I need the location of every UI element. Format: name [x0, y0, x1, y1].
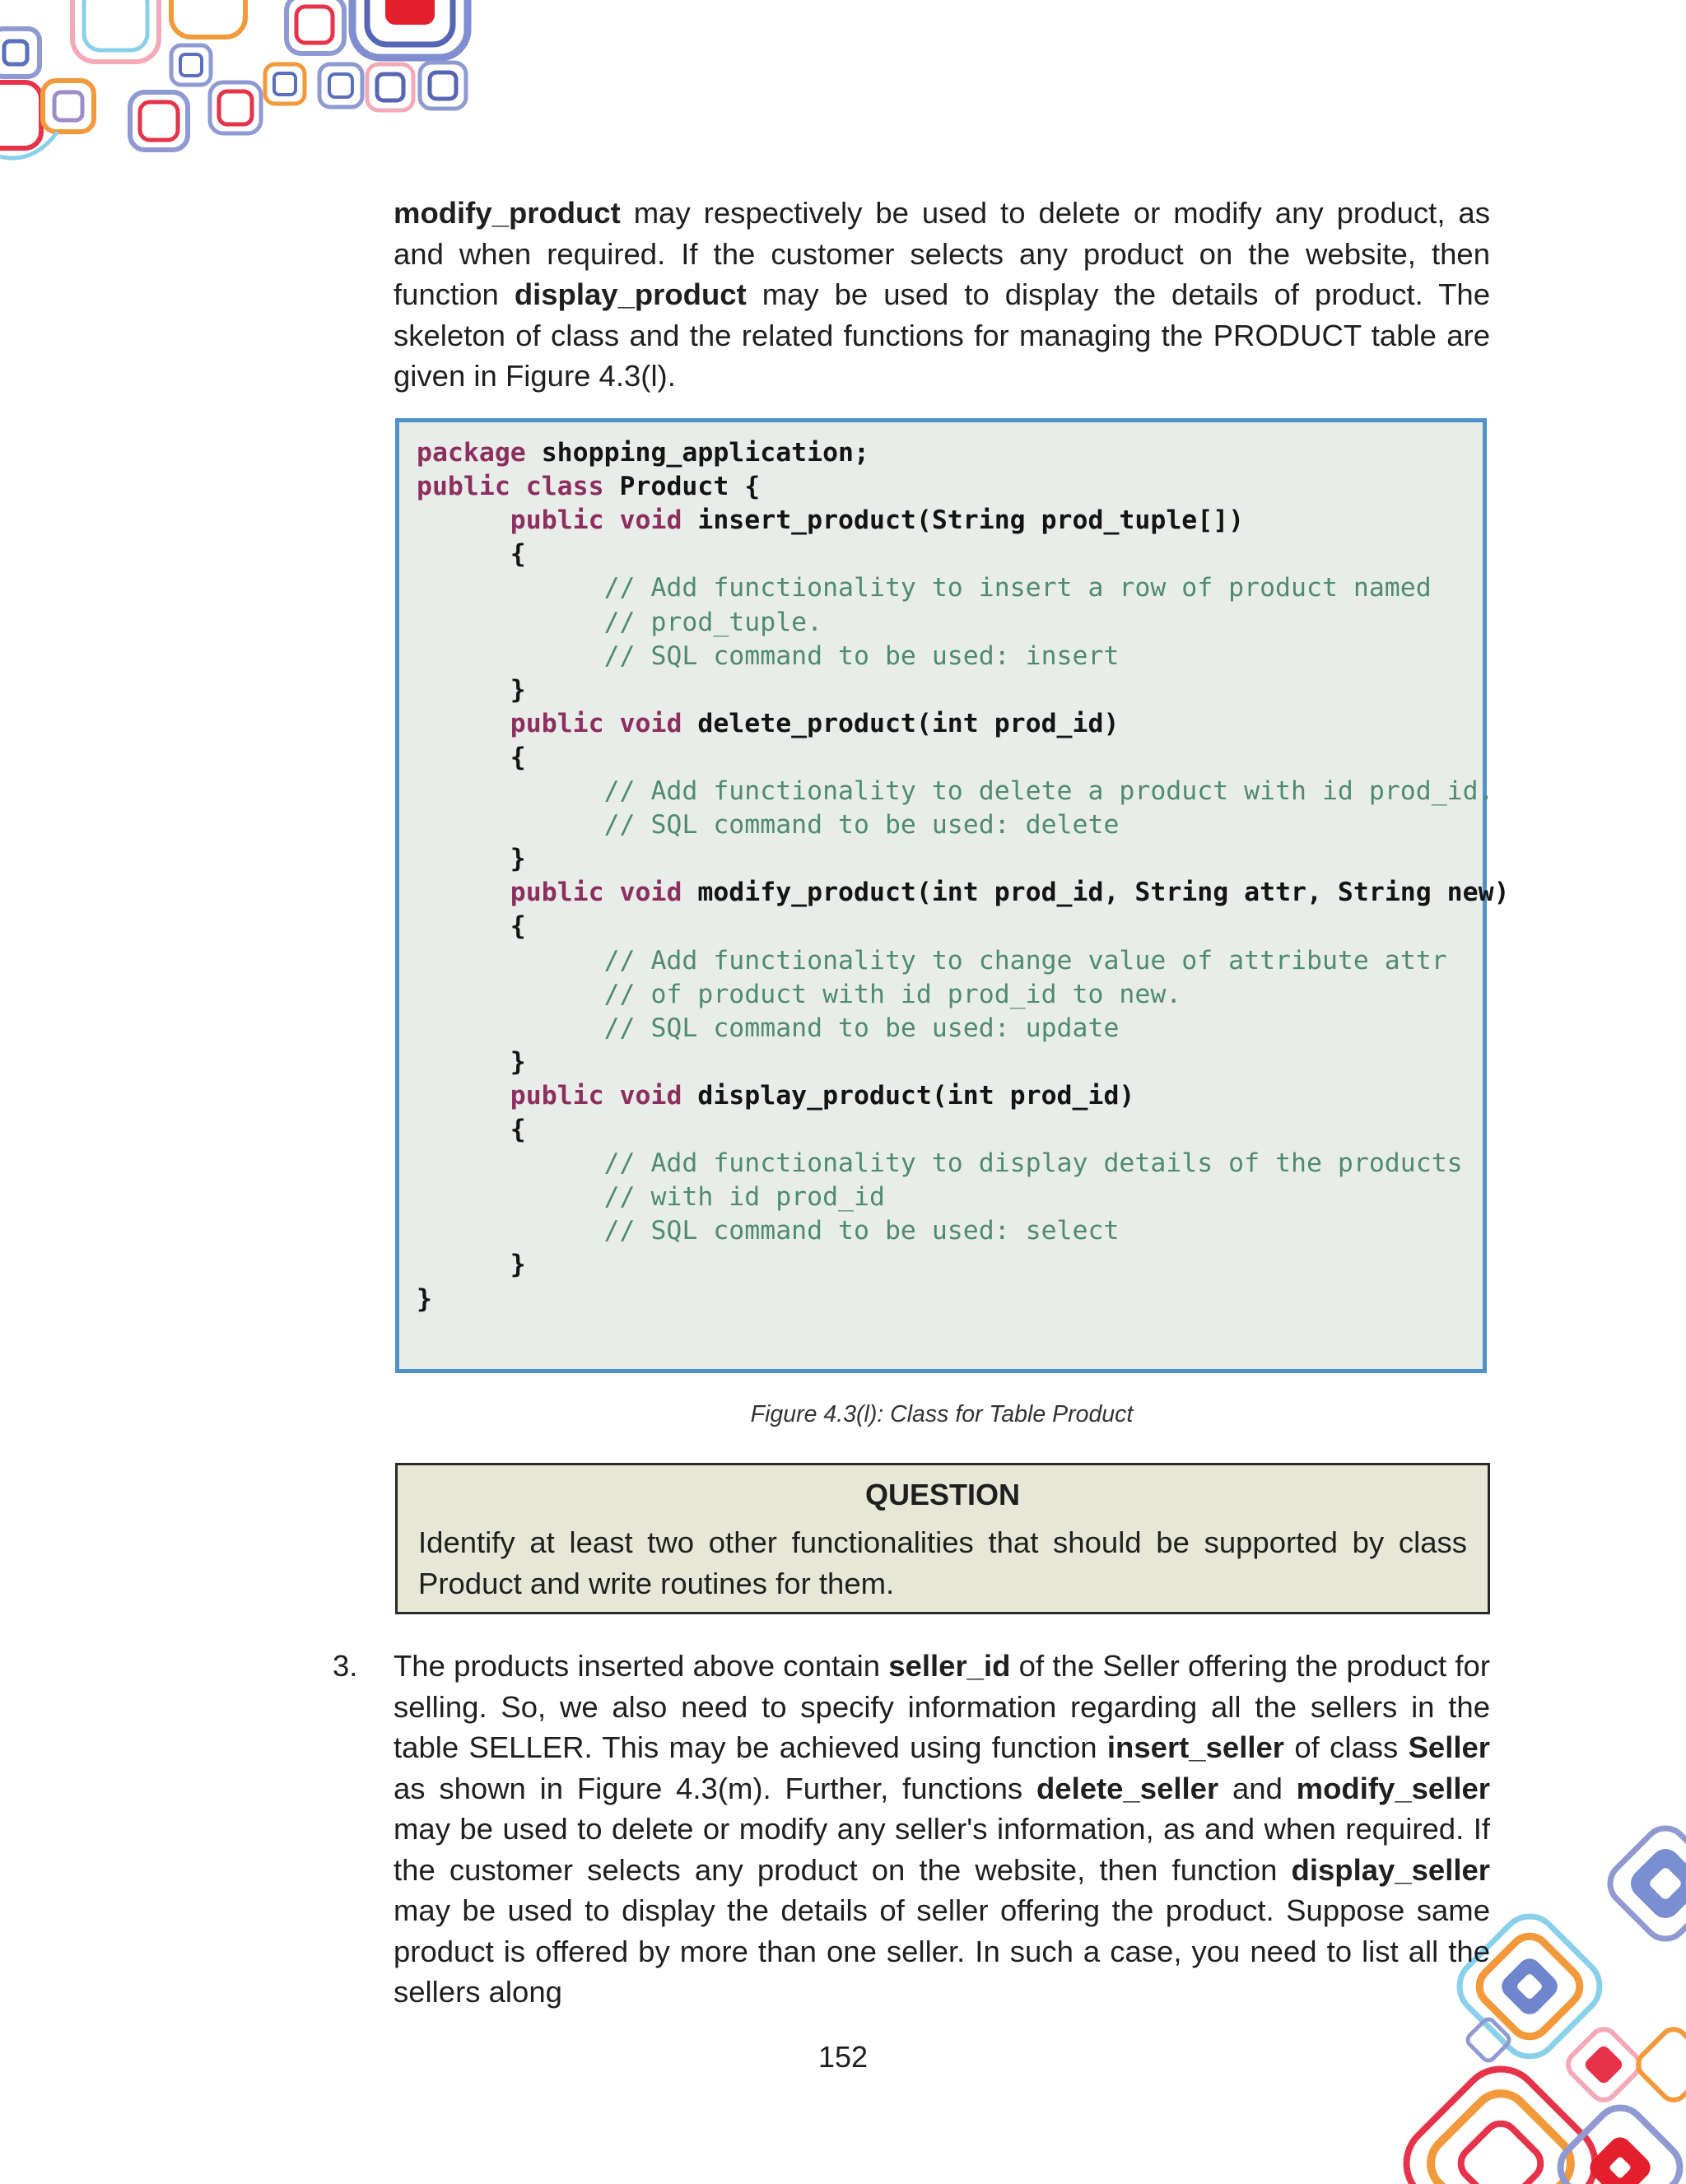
code-line [417, 571, 1432, 604]
page-number: 152 [817, 2040, 869, 2074]
code-token: { [510, 742, 526, 772]
list-item-bold-term: modify_seller [1296, 1771, 1490, 1805]
code-line [417, 470, 760, 503]
question-text: Identify at least two other functionalities that should be supported by class Product and write routines for them. [418, 1525, 1467, 1600]
code-line [417, 640, 1119, 673]
code-line [417, 436, 869, 469]
code-token: delete_product(int prod_id) [697, 708, 1120, 738]
code-token: { [510, 1115, 526, 1144]
code-token [417, 573, 604, 603]
code-line [417, 707, 1119, 740]
code-token [417, 1250, 510, 1279]
code-token [417, 1047, 510, 1077]
code-token [417, 878, 510, 907]
code-token [417, 946, 604, 976]
code-token [417, 709, 510, 738]
code-token: display_product(int prod_id) [697, 1080, 1135, 1111]
code-comment: // with id prod_id [603, 1182, 885, 1213]
code-keyword: public void [510, 505, 698, 536]
code-line [417, 876, 1510, 909]
figure-caption: Figure 4.3(l): Class for Table Product [750, 1401, 1134, 1427]
code-token [417, 1115, 510, 1144]
code-line [417, 978, 1181, 1011]
code-comment: // SQL command to be used: select [603, 1216, 1120, 1246]
code-line [417, 842, 526, 875]
code-line [417, 1283, 432, 1316]
code-line [417, 606, 822, 639]
code-token: { [510, 911, 526, 942]
paragraph-bold-term: display_product [514, 277, 747, 311]
code-line [417, 741, 526, 774]
code-token [417, 911, 510, 941]
code-comment: // Add functionality to insert a row of product named [603, 573, 1432, 603]
code-token: modify_product(int prod_id, String attr, String new) [697, 878, 1510, 908]
code-comment: // SQL command to be used: insert [603, 640, 1120, 671]
code-line [417, 1147, 1463, 1180]
code-token [417, 1216, 604, 1246]
code-line [417, 1045, 526, 1078]
list-item-text: may be used to display the details of seller offering the product. Suppose same product is offered by more than one seller. In such a case, you need to list all the sellers along [394, 1893, 1490, 2009]
code-token [417, 505, 510, 535]
list-item-text: of class [1284, 1730, 1409, 1764]
code-comment: // Add functionality to display details of the products [603, 1148, 1463, 1179]
paragraph-text: may respectively be used to delete or modify any product, as and when required. If the customer selects any product on the website, then function [394, 196, 1490, 311]
code-line [417, 944, 1447, 977]
code-keyword: public class [417, 472, 620, 502]
body-paragraph-top [394, 193, 1490, 397]
code-listing [395, 418, 1510, 1373]
paragraph-bold-term: modify_product [394, 196, 621, 230]
code-token: Product { [619, 472, 761, 502]
code-comment: // SQL command to be used: update [603, 1013, 1120, 1043]
code-token: } [510, 674, 526, 705]
code-token [417, 743, 510, 772]
paragraph-text: may be used to display the details of product. The skeleton of class and the related functions for managing the PRODUCT table are given in Figure 4.3(l). [394, 277, 1490, 393]
code-token [417, 1182, 604, 1212]
code-line [417, 775, 1494, 808]
question-box [395, 1463, 1490, 1614]
code-comment: // SQL command to be used: delete [603, 810, 1120, 841]
code-line [417, 808, 1119, 841]
corner-decoration-top [0, 0, 477, 165]
list-item-bold-term: Seller [1408, 1730, 1490, 1764]
code-token: } [417, 1283, 432, 1314]
code-token [417, 641, 604, 671]
code-token: { [510, 539, 526, 570]
list-item-text: and [1218, 1771, 1297, 1805]
list-item-bold-term: delete_seller [1036, 1771, 1219, 1805]
code-token: shopping_application; [541, 438, 869, 468]
code-token [417, 539, 510, 569]
list-item-bold-term: seller_id [888, 1649, 1011, 1683]
list-item-number: 3. [333, 1649, 358, 1683]
code-line [417, 504, 1244, 537]
code-comment: // Add functionality to delete a product with id prod_id. [603, 776, 1494, 806]
code-line [417, 1012, 1119, 1045]
code-comment: // Add functionality to change value of attribute attr [603, 945, 1447, 976]
code-token [417, 810, 604, 840]
list-item-paragraph [394, 1646, 1490, 2013]
code-keyword: public void [510, 708, 698, 738]
code-token [417, 675, 510, 705]
code-line [417, 1079, 1134, 1112]
code-token [417, 776, 604, 806]
code-keyword: public void [510, 878, 698, 908]
code-comment: // prod_tuple. [603, 607, 823, 637]
code-token: } [510, 1250, 526, 1280]
code-token: insert_product(String prod_tuple[]) [697, 505, 1245, 536]
code-keyword: package [417, 438, 542, 468]
code-token [417, 1013, 604, 1043]
code-line [417, 1113, 526, 1146]
code-line [417, 910, 526, 943]
list-item-bold-term: insert_seller [1106, 1730, 1284, 1764]
code-line [417, 1214, 1119, 1247]
code-line [417, 673, 526, 706]
list-item-text: The products inserted above contain [394, 1649, 889, 1683]
code-keyword: public void [510, 1080, 698, 1111]
list-item-text: of the Seller offering the product for selling. So, we also need to specify information regarding all the sellers in the table SELLER. This may be achieved using function [394, 1649, 1491, 1764]
code-line [417, 538, 526, 570]
code-token [417, 1148, 604, 1178]
code-token [417, 980, 604, 1009]
code-comment: // of product with id prod_id to new. [603, 979, 1182, 1009]
list-item-text: may be used to delete or modify any seller's information, as and when required. If the customer selects any product on the website, then function [394, 1812, 1490, 1887]
list-item-text: as shown in Figure 4.3(m). Further, functions [394, 1771, 1036, 1805]
code-token [417, 844, 510, 873]
code-token: } [510, 1046, 526, 1077]
code-line [417, 1180, 885, 1213]
code-token [417, 1081, 510, 1111]
code-token [417, 608, 604, 637]
question-title: QUESTION [864, 1478, 1020, 1511]
code-line [417, 1248, 526, 1281]
list-item-bold-term: display_seller [1291, 1852, 1490, 1887]
code-token: } [510, 844, 526, 874]
